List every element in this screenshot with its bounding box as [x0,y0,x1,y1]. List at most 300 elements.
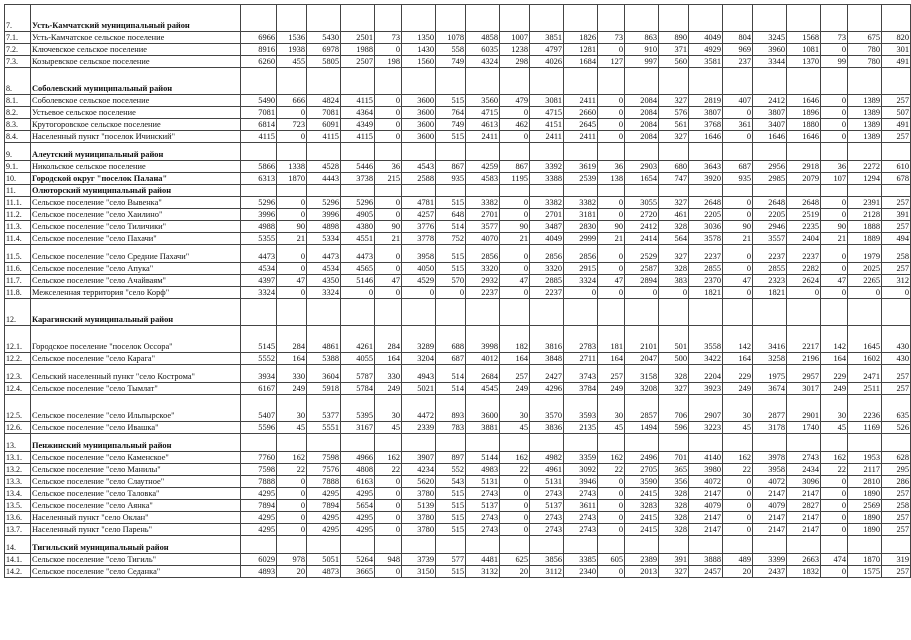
value-cell: 570 [436,275,466,287]
value-cell [375,5,402,32]
row-number: 11.3. [5,221,31,233]
value-cell [402,68,436,95]
value-cell: 3816 [530,326,564,353]
settlement-name: Городское поселение "поселок Оссора" [31,326,241,353]
value-cell [598,536,625,554]
value-cell: 2237 [787,245,821,263]
table-row [5,197,911,209]
value-cell: 312 [882,275,911,287]
value-cell: 4295 [307,524,341,536]
value-cell: 0 [277,209,307,221]
value-cell: 4534 [241,263,277,275]
value-cell: 2237 [753,245,787,263]
value-cell: 4115 [341,95,375,107]
value-cell: 0 [723,107,753,119]
value-cell: 2569 [848,500,882,512]
table-row [5,566,911,578]
value-cell: 935 [436,173,466,185]
value-cell: 3382 [530,197,564,209]
value-cell [564,5,598,32]
value-cell: 687 [436,353,466,365]
value-cell: 0 [277,197,307,209]
value-cell: 3784 [564,383,598,395]
value-cell: 4050 [402,263,436,275]
value-cell: 3344 [753,56,787,68]
value-cell: 3674 [753,383,787,395]
value-cell: 515 [436,566,466,578]
value-cell: 4079 [753,500,787,512]
value-cell: 2985 [753,173,787,185]
value-cell: 3017 [787,383,821,395]
value-cell: 3590 [625,476,659,488]
value-cell: 0 [375,95,402,107]
value-cell: 5377 [307,395,341,422]
value-cell [277,143,307,161]
value-cell [787,185,821,197]
value-cell: 3600 [466,395,500,422]
value-cell: 0 [723,209,753,221]
table-row [5,353,911,365]
value-cell: 22 [723,464,753,476]
table-row [5,365,911,383]
value-cell: 164 [500,353,530,365]
value-cell: 514 [436,221,466,233]
value-cell: 327 [659,95,689,107]
value-cell: 3487 [530,221,564,233]
value-cell: 257 [882,524,911,536]
value-cell: 462 [500,119,530,131]
value-cell: 4079 [689,500,723,512]
value-cell: 4528 [307,161,341,173]
value-cell: 2147 [689,488,723,500]
value-cell [375,68,402,95]
value-cell: 30 [277,395,307,422]
value-cell: 4545 [466,383,500,395]
value-cell [598,299,625,326]
value-cell: 2932 [466,275,500,287]
value-cell: 47 [277,275,307,287]
value-cell: 4961 [530,464,564,476]
value-cell [530,434,564,452]
settlement-name: Устьевое сельское поселение [31,107,241,119]
value-cell: 5139 [402,500,436,512]
value-cell: 0 [277,500,307,512]
value-cell: 0 [787,287,821,299]
value-cell: 2411 [466,131,500,143]
value-cell: 501 [659,326,689,353]
value-cell [341,536,375,554]
value-cell: 257 [882,365,911,383]
value-cell: 863 [625,32,659,44]
value-cell: 2236 [848,395,882,422]
value-cell: 4715 [466,107,500,119]
value-cell [625,299,659,326]
value-cell: 2340 [564,566,598,578]
value-cell: 328 [659,365,689,383]
value-cell: 2855 [689,263,723,275]
settlement-name: Сельское поселение "село Таловка" [31,488,241,500]
value-cell: 1646 [787,131,821,143]
value-cell: 3923 [689,383,723,395]
value-cell: 0 [821,131,848,143]
value-cell [821,434,848,452]
table-row [5,119,911,131]
value-cell: 2915 [564,263,598,275]
value-cell: 648 [436,209,466,221]
value-cell: 21 [375,233,402,245]
value-cell: 2743 [466,524,500,536]
value-cell: 3036 [689,221,723,233]
value-cell: 680 [659,161,689,173]
value-cell: 1389 [848,95,882,107]
value-cell [402,536,436,554]
table-row [5,464,911,476]
value-cell: 3320 [466,263,500,275]
value-cell: 391 [882,209,911,221]
value-cell: 3907 [402,452,436,464]
value-cell [723,434,753,452]
value-cell: 284 [375,326,402,353]
value-cell: 4861 [307,326,341,353]
value-cell: 2457 [689,566,723,578]
value-cell: 3958 [402,245,436,263]
value-cell: 0 [375,512,402,524]
value-cell: 0 [564,287,598,299]
value-cell: 301 [882,44,911,56]
value-cell: 21 [821,233,848,245]
value-cell: 1370 [787,56,821,68]
value-cell: 327 [659,566,689,578]
value-cell: 45 [723,422,753,434]
value-cell: 0 [375,500,402,512]
value-cell: 2957 [787,365,821,383]
value-cell [625,68,659,95]
value-cell: 3996 [241,209,277,221]
value-cell: 7888 [307,476,341,488]
value-cell [436,5,466,32]
value-cell: 0 [375,131,402,143]
value-cell: 30 [375,395,402,422]
value-cell: 4583 [466,173,500,185]
value-cell: 0 [723,263,753,275]
value-cell: 0 [375,245,402,263]
value-cell: 3996 [307,209,341,221]
value-cell: 3577 [466,221,500,233]
value-cell: 543 [436,476,466,488]
value-cell: 4893 [241,566,277,578]
settlement-name: Сельское поселение "село Ивашка" [31,422,241,434]
value-cell [848,5,882,32]
value-cell: 4259 [466,161,500,173]
value-cell: 820 [882,32,911,44]
value-cell: 3158 [625,365,659,383]
value-cell: 5137 [466,500,500,512]
value-cell: 3223 [689,422,723,434]
value-cell: 0 [723,500,753,512]
value-cell [723,536,753,554]
row-number: 7. [5,5,31,32]
value-cell: 5787 [341,365,375,383]
value-cell: 22 [598,464,625,476]
value-cell [882,536,911,554]
value-cell [241,5,277,32]
value-cell: 605 [598,554,625,566]
value-cell: 515 [436,131,466,143]
value-cell: 21 [723,233,753,245]
value-cell: 2946 [753,221,787,233]
value-cell: 2339 [402,422,436,434]
value-cell: 0 [598,119,625,131]
value-cell: 2391 [848,197,882,209]
value-cell: 0 [375,44,402,56]
value-cell: 3920 [689,173,723,185]
value-cell: 3382 [466,197,500,209]
value-cell: 2894 [625,275,659,287]
value-cell: 0 [277,287,307,299]
value-cell: 1832 [787,566,821,578]
value-cell: 2999 [564,233,598,245]
table-row [5,161,911,173]
row-number: 11.8. [5,287,31,299]
value-cell: 249 [598,383,625,395]
value-cell: 1645 [848,326,882,353]
value-cell: 4295 [241,512,277,524]
value-cell: 6091 [307,119,341,131]
value-cell: 2645 [564,119,598,131]
value-cell [530,68,564,95]
value-cell: 935 [723,173,753,185]
value-cell [821,299,848,326]
value-cell [436,299,466,326]
value-cell: 4026 [530,56,564,68]
value-cell: 7760 [241,452,277,464]
value-cell: 1975 [753,365,787,383]
value-cell: 0 [598,197,625,209]
value-cell: 1870 [848,554,882,566]
value-cell: 5145 [241,326,277,353]
value-cell: 6260 [241,56,277,68]
table-row [5,275,911,287]
value-cell: 371 [659,44,689,56]
value-cell: 3738 [341,173,375,185]
value-cell: 4781 [402,197,436,209]
value-cell [787,143,821,161]
value-cell: 610 [882,161,911,173]
value-cell: 0 [821,566,848,578]
settlement-name: Населенный пункт "поселок Ичинский" [31,131,241,143]
value-cell: 2235 [787,221,821,233]
value-cell: 635 [882,395,911,422]
value-cell: 2147 [787,524,821,536]
value-cell [689,434,723,452]
value-cell: 978 [277,554,307,566]
value-cell [882,185,911,197]
value-cell: 2434 [787,464,821,476]
value-cell: 4397 [241,275,277,287]
value-cell [821,143,848,161]
value-cell: 576 [659,107,689,119]
value-cell: 407 [723,95,753,107]
value-cell [659,5,689,32]
value-cell: 2587 [625,263,659,275]
value-cell: 2404 [787,233,821,245]
value-cell: 22 [277,464,307,476]
value-cell [277,68,307,95]
value-cell: 2743 [787,452,821,464]
row-number: 9.1. [5,161,31,173]
value-cell: 1740 [787,422,821,434]
value-cell: 0 [625,287,659,299]
value-cell: 319 [882,554,911,566]
section-row [5,434,911,452]
value-cell: 5051 [307,554,341,566]
value-cell: 3320 [530,263,564,275]
value-cell: 2885 [530,275,564,287]
value-cell: 4115 [307,131,341,143]
value-cell: 4534 [307,263,341,275]
value-cell: 2819 [689,95,723,107]
value-cell: 0 [500,524,530,536]
value-cell: 4364 [341,107,375,119]
value-cell [402,185,436,197]
value-cell [307,143,341,161]
value-cell: 3593 [564,395,598,422]
table-row [5,221,911,233]
value-cell: 0 [821,44,848,56]
value-cell: 4443 [307,173,341,185]
value-cell: 2720 [625,209,659,221]
value-cell: 45 [375,422,402,434]
value-cell: 0 [341,287,375,299]
value-cell [341,143,375,161]
value-cell [689,5,723,32]
value-cell: 295 [882,464,911,476]
value-cell: 3807 [753,107,787,119]
value-cell: 99 [821,56,848,68]
value-cell: 3851 [530,32,564,44]
value-cell: 1880 [787,119,821,131]
value-cell: 391 [659,554,689,566]
value-cell: 3881 [466,422,500,434]
value-cell: 3167 [341,422,375,434]
value-cell: 0 [598,245,625,263]
row-number: 13.3. [5,476,31,488]
value-cell: 4140 [689,452,723,464]
value-cell: 8916 [241,44,277,56]
value-cell: 164 [598,353,625,365]
settlement-name: Сельское поселение "село Апука" [31,263,241,275]
value-cell: 257 [882,131,911,143]
value-cell [787,536,821,554]
value-cell: 36 [375,161,402,173]
value-cell [530,299,564,326]
value-cell: 3888 [689,554,723,566]
value-cell: 257 [882,221,911,233]
value-cell: 4349 [341,119,375,131]
value-cell: 0 [500,197,530,209]
district-name: Алеутский муниципальный район [31,143,241,161]
value-cell: 2743 [564,512,598,524]
value-cell [848,143,882,161]
value-cell [341,299,375,326]
value-cell: 3324 [564,275,598,287]
value-cell: 0 [723,245,753,263]
value-cell: 561 [659,119,689,131]
value-cell: 164 [723,353,753,365]
value-cell: 3643 [689,161,723,173]
value-cell: 7598 [241,464,277,476]
value-cell: 3388 [530,173,564,185]
value-cell: 2412 [753,95,787,107]
value-cell: 0 [277,263,307,275]
value-cell: 666 [277,95,307,107]
value-cell: 3778 [402,233,436,245]
value-cell: 5490 [241,95,277,107]
value-cell: 2079 [787,173,821,185]
value-cell: 2705 [625,464,659,476]
value-cell: 5131 [530,476,564,488]
value-cell: 1294 [848,173,882,185]
value-cell [277,434,307,452]
value-cell: 514 [436,383,466,395]
value-cell: 2282 [787,263,821,275]
value-cell: 7894 [307,500,341,512]
value-cell: 461 [659,209,689,221]
value-cell: 3980 [689,464,723,476]
value-cell: 0 [821,119,848,131]
value-cell [882,299,911,326]
value-cell: 1979 [848,245,882,263]
value-cell: 47 [821,275,848,287]
value-cell: 5137 [530,500,564,512]
value-cell: 3416 [753,326,787,353]
value-cell [689,185,723,197]
row-number: 12.6. [5,422,31,434]
value-cell: 5296 [241,197,277,209]
value-cell: 2128 [848,209,882,221]
value-cell [689,143,723,161]
value-cell: 45 [598,422,625,434]
value-cell [821,68,848,95]
value-cell: 2323 [753,275,787,287]
value-cell: 1560 [402,56,436,68]
value-cell: 3604 [307,365,341,383]
value-cell: 3934 [241,365,277,383]
value-cell: 5918 [307,383,341,395]
value-cell: 6814 [241,119,277,131]
value-cell: 142 [821,326,848,353]
value-cell: 2684 [466,365,500,383]
value-cell: 5407 [241,395,277,422]
value-cell: 0 [723,524,753,536]
value-cell: 3578 [689,233,723,245]
value-cell: 0 [723,488,753,500]
value-cell: 0 [723,287,753,299]
value-cell: 3324 [241,287,277,299]
value-cell [564,68,598,95]
value-cell: 2856 [564,245,598,263]
value-cell: 7576 [307,464,341,476]
settlement-name: Козыревское сельское поселение [31,56,241,68]
value-cell: 3856 [530,554,564,566]
value-cell: 2648 [753,197,787,209]
value-cell: 2877 [753,395,787,422]
value-cell: 2415 [625,512,659,524]
value-cell: 6313 [241,173,277,185]
value-cell [753,5,787,32]
value-cell: 0 [598,566,625,578]
value-cell: 1890 [848,488,882,500]
